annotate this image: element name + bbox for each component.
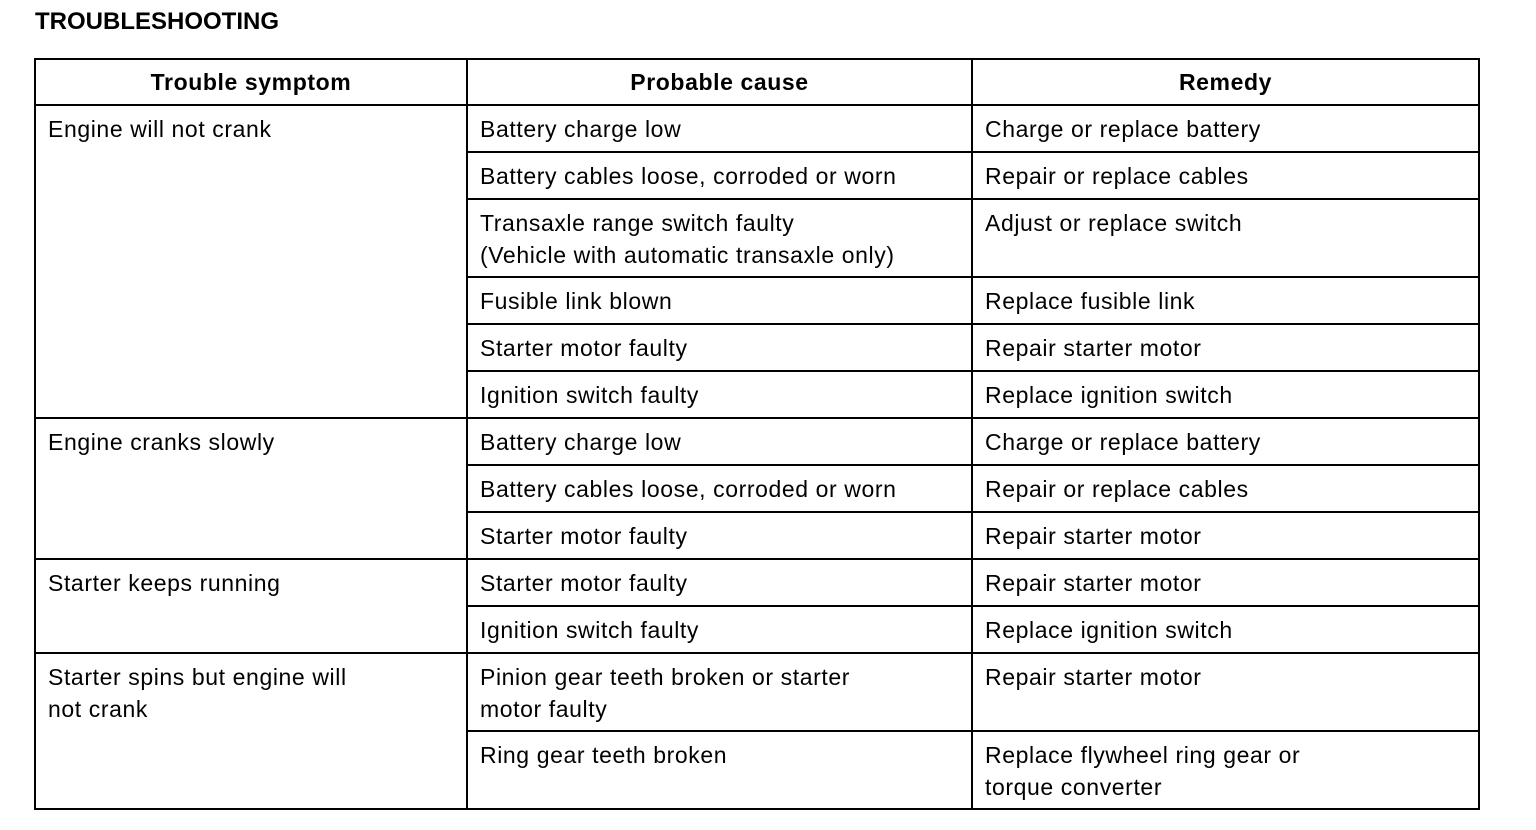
remedy-cell xyxy=(972,559,1479,606)
remedy-text: Replace ignition switch xyxy=(985,382,1233,408)
remedy-text: Charge or replace battery xyxy=(985,116,1261,142)
cause-cell xyxy=(467,731,972,809)
symptom-text: Starter keeps running xyxy=(48,570,281,596)
cause-text: Ignition switch faulty xyxy=(480,382,700,408)
cause-cell xyxy=(467,512,972,559)
cause-cell xyxy=(467,465,972,512)
symptom-text: Engine cranks slowly xyxy=(48,429,275,455)
remedy-text: Repair starter motor xyxy=(985,335,1202,361)
cause-cell xyxy=(467,606,972,653)
header-trouble-symptom: Trouble symptom xyxy=(35,59,467,105)
remedy-cell xyxy=(972,199,1479,277)
symptom-cell xyxy=(35,105,467,418)
cause-cell xyxy=(467,152,972,199)
cause-text: Battery charge low xyxy=(480,429,682,455)
remedy-text: Repair or replace cables xyxy=(985,476,1249,502)
remedy-cell xyxy=(972,653,1479,731)
symptom-text: Engine will not crank xyxy=(48,116,272,142)
cause-cell xyxy=(467,324,972,371)
remedy-text: Charge or replace battery xyxy=(985,429,1261,455)
troubleshooting-table xyxy=(34,58,1480,810)
table-row xyxy=(35,559,1479,606)
remedy-text: Replace fusible link xyxy=(985,288,1196,314)
cause-cell xyxy=(467,559,972,606)
remedy-cell xyxy=(972,371,1479,418)
cause-cell xyxy=(467,277,972,324)
remedy-cell xyxy=(972,512,1479,559)
remedy-text: Replace flywheel ring gear or torque converter xyxy=(985,742,1301,800)
remedy-cell xyxy=(972,465,1479,512)
cause-cell xyxy=(467,199,972,277)
cause-text: Battery cables loose, corroded or worn xyxy=(480,163,897,189)
cause-text: Battery charge low xyxy=(480,116,682,142)
symptom-cell xyxy=(35,653,467,809)
cause-text: Pinion gear teeth broken or starter motor faulty xyxy=(480,664,851,722)
remedy-cell xyxy=(972,418,1479,465)
cause-cell xyxy=(467,371,972,418)
header-remedy: Remedy xyxy=(972,59,1479,105)
remedy-text: Repair starter motor xyxy=(985,570,1202,596)
cause-text: Fusible link blown xyxy=(480,288,673,314)
cause-text: Starter motor faulty xyxy=(480,570,688,596)
cause-text: Battery cables loose, corroded or worn xyxy=(480,476,897,502)
remedy-text: Repair starter motor xyxy=(985,523,1202,549)
remedy-cell xyxy=(972,324,1479,371)
remedy-text: Repair or replace cables xyxy=(985,163,1249,189)
table-row xyxy=(35,105,1479,152)
cause-text: Starter motor faulty xyxy=(480,335,688,361)
cause-text: Starter motor faulty xyxy=(480,523,688,549)
remedy-cell xyxy=(972,152,1479,199)
table-row xyxy=(35,418,1479,465)
cause-text: Ignition switch faulty xyxy=(480,617,700,643)
header-probable-cause: Probable cause xyxy=(467,59,972,105)
page-title: TROUBLESHOOTING xyxy=(35,8,279,35)
table-row xyxy=(35,653,1479,731)
table-header-row xyxy=(35,59,1479,105)
remedy-cell xyxy=(972,731,1479,809)
remedy-text: Repair starter motor xyxy=(985,664,1202,690)
cause-cell xyxy=(467,105,972,152)
symptom-text: Starter spins but engine will not crank xyxy=(48,664,347,722)
symptom-cell xyxy=(35,418,467,559)
cause-text: Ring gear teeth broken xyxy=(480,742,728,768)
cause-cell xyxy=(467,418,972,465)
remedy-text: Adjust or replace switch xyxy=(985,210,1243,236)
remedy-text: Replace ignition switch xyxy=(985,617,1233,643)
remedy-cell xyxy=(972,277,1479,324)
remedy-cell xyxy=(972,105,1479,152)
cause-cell xyxy=(467,653,972,731)
remedy-cell xyxy=(972,606,1479,653)
cause-text: Transaxle range switch faulty (Vehicle with automatic transaxle only) xyxy=(480,210,895,268)
symptom-cell xyxy=(35,559,467,653)
